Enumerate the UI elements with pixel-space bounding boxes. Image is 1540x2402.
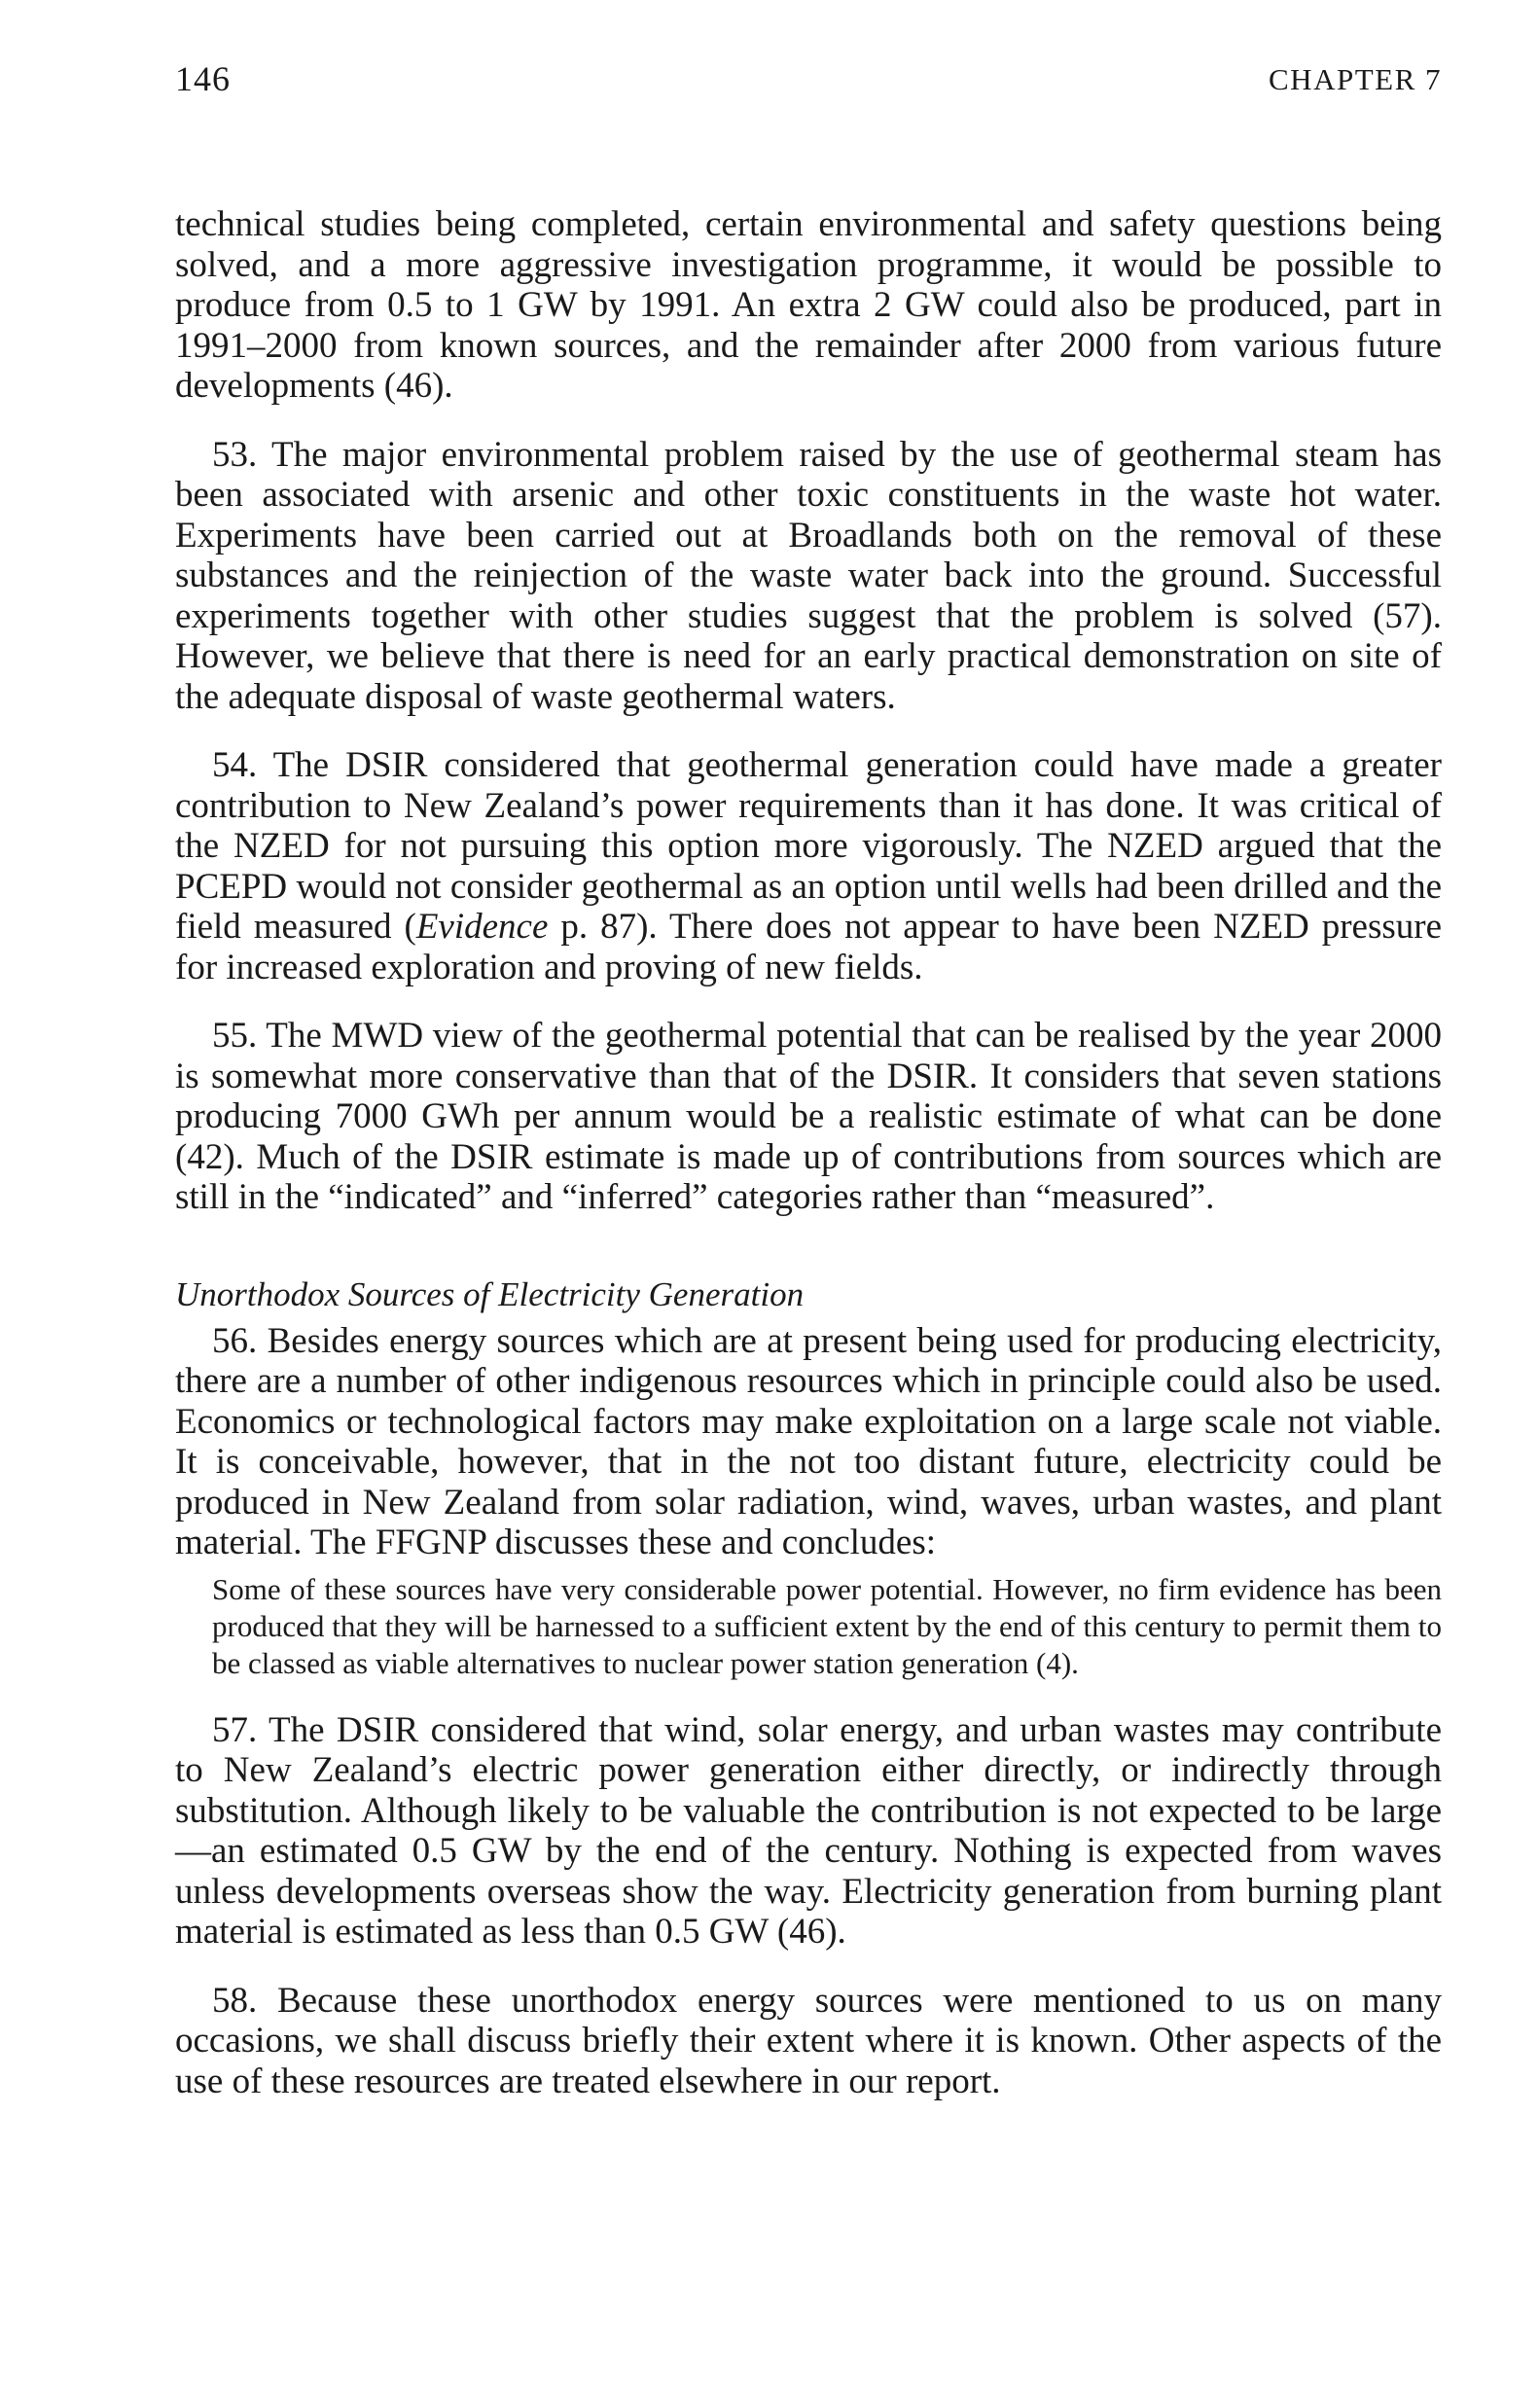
- paragraph-58-text: 58. Because these unorthodox energy sources were mentioned to us on many occasions, we shall discuss briefly their extent where it is known. Other aspects of the use of these resources are treated elsewhere in our report.: [175, 1980, 1442, 2101]
- paragraph-55: [175, 1016, 1442, 1218]
- chapter-label: CHAPTER 7: [1269, 62, 1442, 96]
- paragraph-55-text: 55. The MWD view of the geothermal potential that can be realised by the year 2000 is somewhat more conservative than that of the DSIR. It considers that seven stations producing 7000 GWh per annum would be a realistic estimate of what can be done (42). Much of the DSIR estimate is made up of contributions from sources which are still in the “indicated” and “inferred” categories rather than “measured”.: [175, 1016, 1442, 1217]
- document-page: [175, 58, 1442, 2101]
- paragraph-53-text: 53. The major environmental problem raised by the use of geothermal steam has been associated with arsenic and other toxic constituents in the waste hot water. Experiments have been carried out at Broadlands both on the removal of these substances and the reinjection of the waste water back into the ground. Successful experiments together with other studies suggest that the problem is solved (57). However, we believe that there is need for an early practical demonstration on site of the adequate disposal of waste geothermal waters.: [175, 434, 1442, 717]
- paragraph-56: [175, 1321, 1442, 1563]
- block-quote: Some of these sources have very considerable power potential. However, no firm evidence has been produced that they will be harnessed to a sufficient extent by the end of this century to permit them to be classed as viable alternatives to nuclear power station generation (4).: [212, 1571, 1442, 1680]
- paragraph-53: [175, 435, 1442, 718]
- paragraph-continued-text: technical studies being completed, certain environmental and safety questions being solved, and a more aggressive investigation programme, it would be possible to produce from 0.5 to 1 GW by 1991. An extra 2 GW could also be produced, part in 1991–2000 from known sources, and the remainder after 2000 from various future developments (46).: [175, 204, 1442, 406]
- running-head: [175, 58, 1442, 117]
- paragraph-57: [175, 1710, 1442, 1953]
- paragraph-54: [175, 745, 1442, 987]
- page-number: 146: [175, 59, 231, 98]
- paragraph-56-text: 56. Besides energy sources which are at present being used for producing electricity, there are a number of other indigenous resources which in principle could also be used. Economics or technological factors may make exploitation on a large scale not viable. It is conceivable, however, that in the not too distant future, electricity could be produced in New Zealand from solar radiation, wind, waves, urban wastes, and plant material. The FFGNP discusses these and concludes:: [175, 1320, 1442, 1562]
- paragraph-54-text-a: 54. The DSIR considered that geothermal generation could have made a greater contribution to New Zealand’s power requirements than it has done. It was critical of the NZED for not pursuing this option more vigorously. The NZED argued that the PCEPD would not consider geothermal as an option until wells had been drilled and the field measured (: [175, 745, 1442, 947]
- paragraph-58: [175, 1981, 1442, 2102]
- paragraph-continued: [175, 204, 1442, 407]
- paragraph-57-text: 57. The DSIR considered that wind, solar energy, and urban wastes may contribute to New Zealand’s electric power generation either directly, or indirectly through substitution. Although likely to be valuable the contribution is not expected to be large—an estimated 0.5 GW by the end of the century. Nothing is expected from waves unless developments overseas show the way. Electricity generation from burning plant material is estimated as less than 0.5 GW (46).: [175, 1709, 1442, 1952]
- paragraph-54-text-b: p. 87). There does not appear to have been NZED pressure for increased exploration and proving of new fields.: [175, 907, 1442, 987]
- evidence-citation: Evidence: [415, 907, 549, 947]
- section-heading: Unorthodox Sources of Electricity Generation: [175, 1274, 805, 1313]
